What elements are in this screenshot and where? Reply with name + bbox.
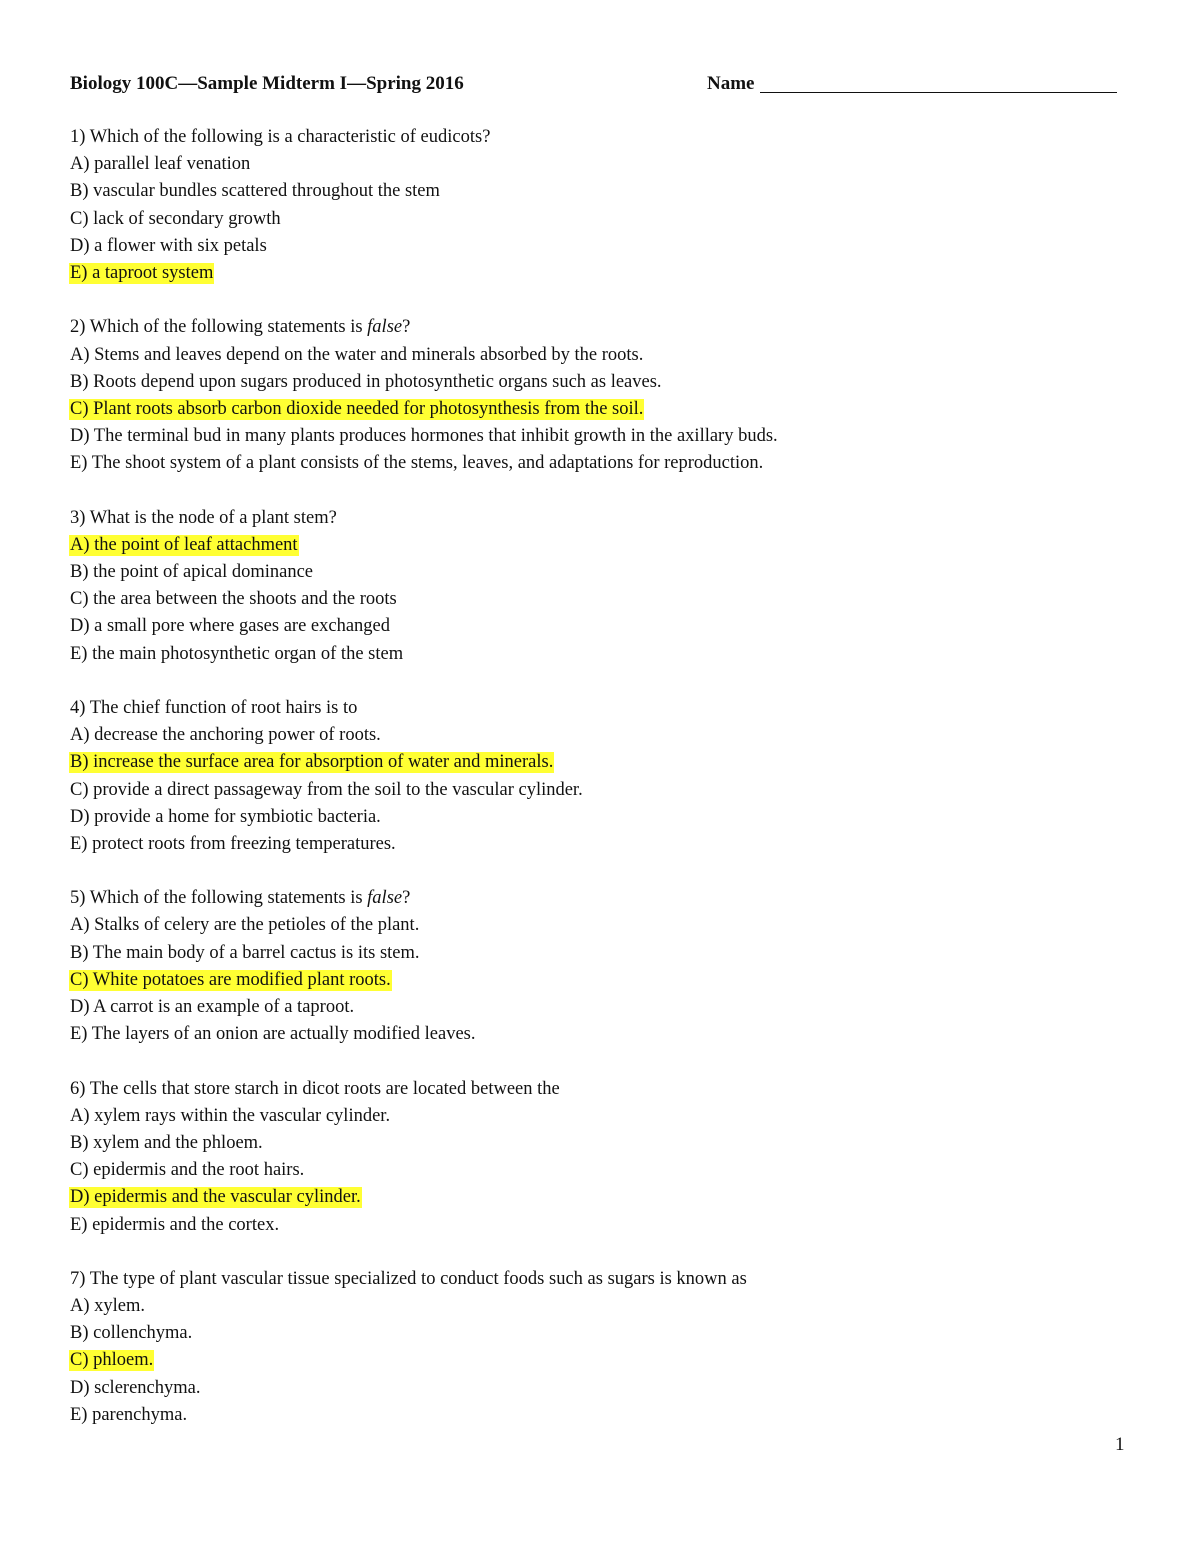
answer-option bbox=[70, 831, 1120, 858]
question-number: 7) bbox=[70, 1268, 86, 1289]
question-text: What is the node of a plant stem? bbox=[89, 507, 337, 528]
answer-option-text: E) epidermis and the cortex. bbox=[70, 1214, 280, 1235]
answer-option-text: A) parallel leaf venation bbox=[70, 154, 251, 175]
question-text: The type of plant vascular tissue specialized to conduct foods such as sugars is known as bbox=[89, 1268, 747, 1289]
answer-option-text: D) provide a home for symbiotic bacteria. bbox=[70, 806, 381, 827]
answer-option-text: D) A carrot is an example of a taproot. bbox=[70, 997, 355, 1017]
question-text-end: ? bbox=[402, 317, 411, 338]
answer-option bbox=[70, 1402, 1120, 1429]
highlighted-answer: C) Plant roots absorb carbon dioxide needed for photosynthesis from the soil. bbox=[70, 398, 644, 419]
answer-option bbox=[70, 151, 1120, 178]
answer-option bbox=[70, 1293, 1120, 1320]
answer-option-text: E) the main photosynthetic organ of the stem bbox=[70, 643, 404, 664]
answer-option-text: B) vascular bundles scattered throughout the stem bbox=[70, 181, 440, 202]
exam-header bbox=[70, 70, 1118, 100]
question-text: Which of the following statements is bbox=[89, 317, 368, 338]
answer-option-text: B) The main body of a barrel cactus is its stem. bbox=[70, 942, 420, 963]
answer-option bbox=[70, 722, 1120, 749]
answer-option-text: D) a flower with six petals bbox=[70, 235, 267, 256]
answer-option bbox=[70, 369, 1120, 396]
answer-option bbox=[70, 423, 1120, 450]
question-2 bbox=[70, 314, 1120, 477]
question-number: 1) bbox=[70, 127, 86, 147]
answer-option bbox=[70, 233, 1120, 260]
question-number: 6) bbox=[70, 1078, 86, 1099]
answer-option bbox=[70, 912, 1120, 939]
answer-option-correct bbox=[70, 396, 1120, 423]
highlighted-answer: A) the point of leaf attachment bbox=[70, 534, 298, 555]
answer-option bbox=[70, 613, 1120, 640]
question-emphasis: false bbox=[367, 888, 403, 909]
answer-option bbox=[70, 1375, 1120, 1402]
answer-option bbox=[70, 559, 1120, 586]
answer-option bbox=[70, 1103, 1120, 1130]
question-prompt bbox=[70, 885, 1120, 912]
answer-option bbox=[70, 1212, 1120, 1239]
question-prompt bbox=[70, 124, 1120, 151]
question-1 bbox=[70, 124, 1120, 287]
answer-option-correct bbox=[70, 1184, 1120, 1211]
answer-option bbox=[70, 994, 1120, 1021]
question-text: Which of the following statements is bbox=[89, 888, 368, 909]
highlighted-answer: D) epidermis and the vascular cylinder. bbox=[70, 1187, 361, 1208]
answer-option bbox=[70, 342, 1120, 369]
answer-option bbox=[70, 804, 1120, 831]
question-prompt bbox=[70, 1266, 1120, 1293]
answer-option bbox=[70, 940, 1120, 967]
question-list bbox=[70, 124, 1120, 1456]
question-text-end: ? bbox=[402, 888, 411, 909]
answer-option bbox=[70, 777, 1120, 804]
document-title: Biology 100C—Sample Midterm I—Spring 2016 bbox=[70, 73, 464, 94]
answer-option bbox=[70, 1021, 1120, 1048]
answer-option-text: C) the area between the shoots and the roots bbox=[70, 589, 397, 610]
question-4 bbox=[70, 695, 1120, 858]
answer-option-text: E) protect roots from freezing temperatures. bbox=[70, 833, 396, 854]
question-prompt bbox=[70, 1076, 1120, 1103]
answer-option bbox=[70, 206, 1120, 233]
answer-option-text: E) The shoot system of a plant consists of the stems, leaves, and adaptations for reproduction. bbox=[70, 453, 764, 474]
answer-option bbox=[70, 586, 1120, 613]
question-text: The chief function of root hairs is to bbox=[89, 697, 358, 718]
question-number: 3) bbox=[70, 507, 86, 528]
name-label: Name bbox=[707, 73, 755, 94]
answer-option bbox=[70, 450, 1120, 477]
answer-option bbox=[70, 178, 1120, 205]
question-prompt bbox=[70, 695, 1120, 722]
highlighted-answer: B) increase the surface area for absorption of water and minerals. bbox=[70, 752, 554, 773]
answer-option bbox=[70, 1157, 1120, 1184]
answer-option-text: C) epidermis and the root hairs. bbox=[70, 1160, 305, 1181]
answer-option-text: A) Stalks of celery are the petioles of the plant. bbox=[70, 915, 420, 936]
question-3 bbox=[70, 505, 1120, 668]
answer-option-text: A) xylem rays within the vascular cylinder. bbox=[70, 1105, 391, 1126]
answer-option-text: C) provide a direct passageway from the soil to the vascular cylinder. bbox=[70, 779, 583, 800]
answer-option bbox=[70, 1320, 1120, 1347]
answer-option-text: B) xylem and the phloem. bbox=[70, 1132, 263, 1153]
question-prompt bbox=[70, 314, 1120, 341]
name-blank-line[interactable] bbox=[760, 92, 1117, 93]
question-text: Which of the following is a characteristic of eudicots? bbox=[89, 127, 491, 147]
answer-option-text: E) The layers of an onion are actually modified leaves. bbox=[70, 1024, 476, 1045]
answer-option-text: B) the point of apical dominance bbox=[70, 562, 313, 582]
question-prompt bbox=[70, 505, 1120, 532]
highlighted-answer: C) White potatoes are modified plant roots. bbox=[70, 969, 391, 990]
question-number: 2) bbox=[70, 317, 86, 338]
answer-option-correct bbox=[70, 967, 1120, 994]
answer-option-text: D) sclerenchyma. bbox=[70, 1377, 201, 1398]
highlighted-answer: C) phloem. bbox=[70, 1350, 154, 1371]
answer-option-text: D) The terminal bud in many plants produces hormones that inhibit growth in the axillary buds. bbox=[70, 426, 778, 447]
question-number: 4) bbox=[70, 697, 86, 718]
answer-option-correct bbox=[70, 260, 1120, 287]
answer-option bbox=[70, 641, 1120, 668]
highlighted-answer: E) a taproot system bbox=[70, 262, 214, 283]
question-6 bbox=[70, 1076, 1120, 1239]
answer-option-text: C) lack of secondary growth bbox=[70, 208, 281, 229]
answer-option-text: A) decrease the anchoring power of roots. bbox=[70, 725, 381, 746]
answer-option-text: B) collenchyma. bbox=[70, 1323, 193, 1344]
answer-option-text: A) Stems and leaves depend on the water and minerals absorbed by the roots. bbox=[70, 344, 644, 365]
answer-option-text: E) parenchyma. bbox=[70, 1404, 188, 1425]
answer-option bbox=[70, 1130, 1120, 1157]
question-5 bbox=[70, 885, 1120, 1048]
answer-option-correct bbox=[70, 749, 1120, 776]
answer-option-text: D) a small pore where gases are exchanged bbox=[70, 616, 391, 637]
answer-option-correct bbox=[70, 532, 1120, 559]
question-text: The cells that store starch in dicot roots are located between the bbox=[89, 1078, 560, 1099]
answer-option-correct bbox=[70, 1347, 1120, 1374]
answer-option-text: A) xylem. bbox=[70, 1296, 146, 1317]
question-number: 5) bbox=[70, 888, 86, 909]
question-emphasis: false bbox=[367, 317, 403, 338]
answer-option-text: B) Roots depend upon sugars produced in photosynthetic organs such as leaves. bbox=[70, 371, 662, 392]
page-number: 1 bbox=[1115, 1434, 1125, 1455]
question-7 bbox=[70, 1266, 1120, 1429]
